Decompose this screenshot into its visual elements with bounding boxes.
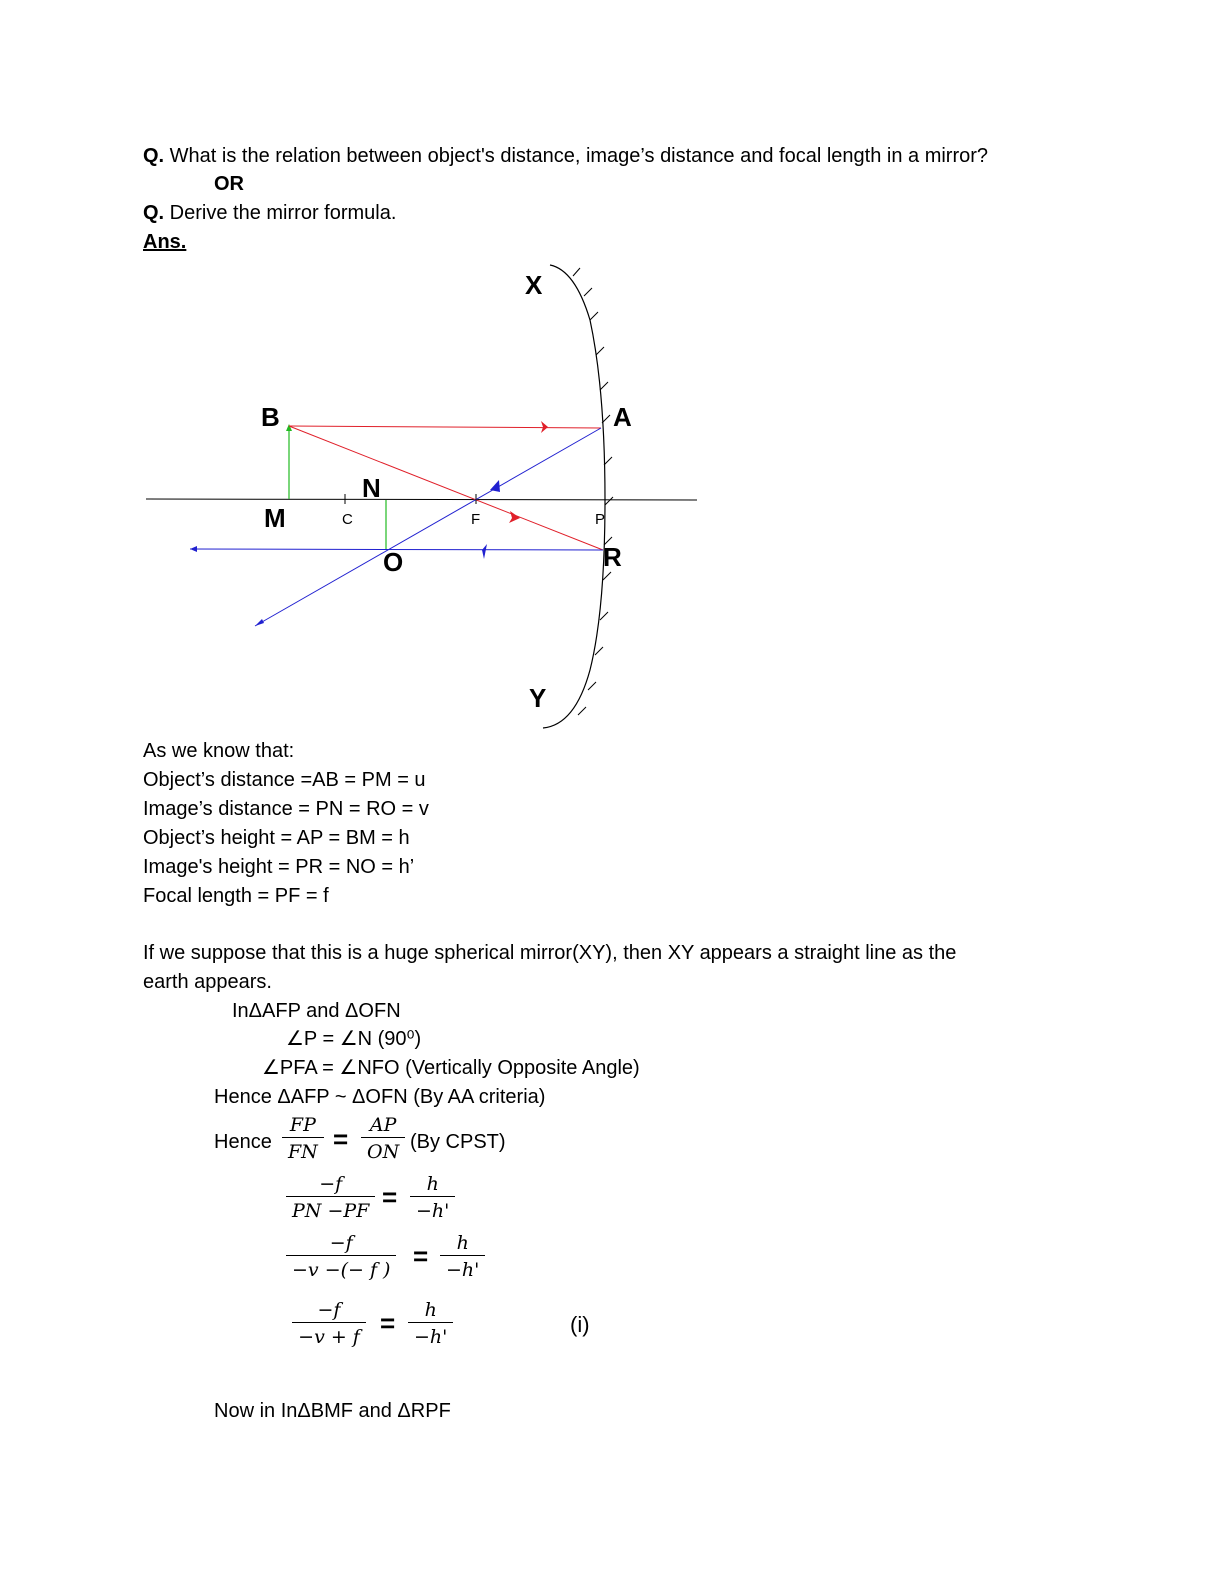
label-o: O [383,547,404,577]
question-prefix: Q. [143,145,165,167]
equals-sign: = [413,1241,429,1271]
label-x: X [525,270,543,300]
label-p: P [595,511,606,528]
definition-line: Focal length = PF = f [143,885,329,907]
explanation-line-1: If we suppose that this is a huge spherical mirror(XY), then XY appears a straight line as the [143,942,957,964]
label-f: F [471,511,481,528]
principal-axis [146,499,697,500]
proof-next: Now in InΔBMF and ΔRPF [214,1400,451,1422]
definition-line: Image's height = PR = NO = h’ [143,856,415,878]
label-m: M [264,503,286,533]
equation-tag: (i) [570,1312,590,1337]
incident-ray-parallel [289,426,601,428]
label-c: C [342,511,353,528]
explanation-line-2: earth appears. [143,971,272,993]
proof-angle-1: ∠P = ∠N (90⁰) [286,1028,422,1050]
proof-triangles: InΔAFP and ΔOFN [232,1000,401,1022]
answer-label: Ans. [143,231,187,253]
definition-line: Object’s distance =AB = PM = u [143,769,426,791]
fraction: $\frac{h}{-h'}$ [408,1298,453,1349]
fraction: $\frac{-f}{PN -PF}$ [286,1172,375,1223]
or-separator: OR [214,173,244,195]
fraction: $\frac{h}{-h'}$ [410,1172,455,1223]
reflected-ray-through-focus [255,428,601,626]
label-y: Y [529,683,547,713]
fraction: $\frac{FP}{FN}$ [282,1113,324,1164]
fraction: $\frac{-f}{-v -(- f )}$ [286,1231,396,1282]
proof-similarity: Hence ΔAFP ~ ΔOFN (By AA criteria) [214,1086,546,1108]
label-a: A [613,402,632,432]
equals-sign: = [333,1124,349,1154]
question-text: Derive the mirror formula. [164,202,397,224]
definitions-intro: As we know that: [143,740,295,762]
fraction: $\frac{-f}{-v + f}$ [286,1298,372,1349]
equals-sign: = [382,1182,398,1212]
proof-angle-2: ∠PFA = ∠NFO (Vertically Opposite Angle) [262,1057,640,1079]
equals-sign: = [380,1308,396,1338]
cpst-note: (By CPST) [410,1131,506,1153]
concave-mirror [543,265,605,728]
label-r: R [603,542,622,572]
label-n: N [362,473,381,503]
label-b: B [261,402,280,432]
incident-ray-through-focus [289,426,606,550]
hence-label: Hence [214,1131,272,1153]
fraction: $\frac{AP}{ON}$ [361,1113,405,1164]
question-prefix: Q. [143,202,165,224]
question-text: What is the relation between object's distance, image’s distance and focal length in a mirror? [164,145,989,167]
fraction: $\frac{h}{-h'}$ [440,1231,485,1282]
definition-line: Image’s distance = PN = RO = v [143,798,429,820]
definition-line: Object’s height = AP = BM = h [143,827,410,849]
mirror-ray-diagram [0,0,1224,760]
